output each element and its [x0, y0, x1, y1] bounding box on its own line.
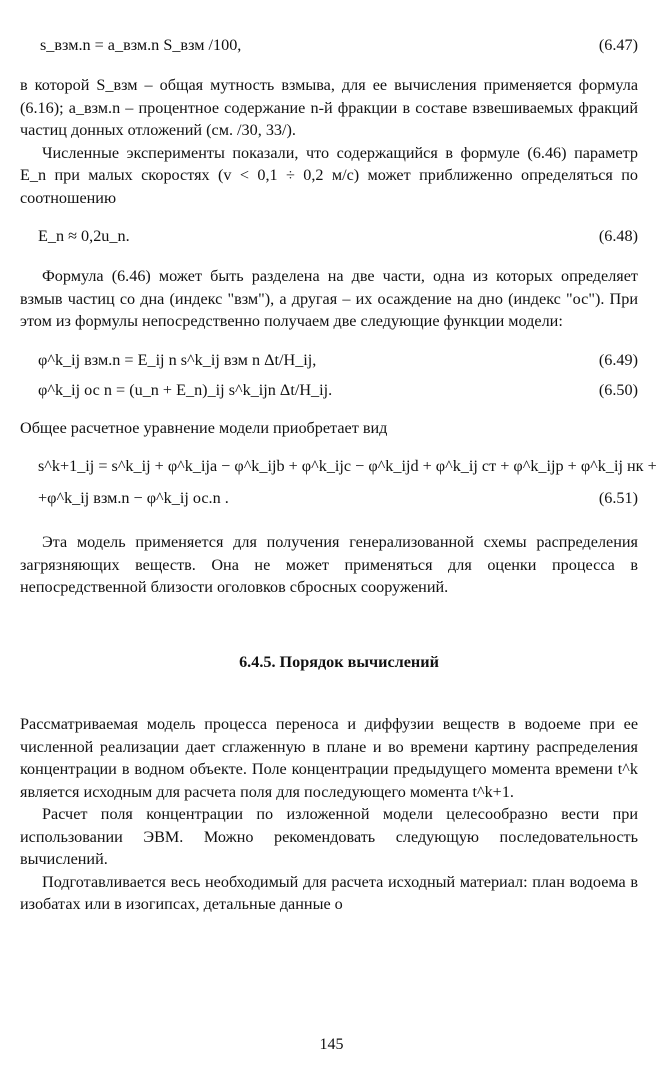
equation-number: (6.48) — [598, 227, 638, 245]
equation-formula: φ^k_ij взм.n = E_ij n s^k_ij взм n Δt/H_ij, — [38, 350, 317, 369]
equation-formula: s_взм.n = a_взм.n S_взм /100, — [40, 36, 242, 54]
equation-formula: E_n ≈ 0,2u_n. — [38, 227, 130, 245]
equation-6-47 — [20, 30, 638, 62]
page-number: 145 — [319, 1036, 344, 1053]
paragraph: Подготавливается весь необходимый для расчета исходный материал: план водоема в изобатах или в изогипсах, детальные данные о — [20, 872, 638, 913]
paragraph: Численные эксперименты показали, что содержащийся в формуле (6.46) параметр E_n при малых скоростях (v < 0,1 ÷ 0,2 м/с) может приближенно определяться по соотношению — [20, 143, 638, 207]
paragraph: Общее расчетное уравнение модели приобретает вид — [20, 418, 388, 437]
equation-formula: s^k+1_ij = s^k_ij + φ^k_ija − φ^k_ijb + φ^k_ijc − φ^k_ijd + φ^k_ij ст + φ^k_ijp + φ^k_ij нк + — [38, 457, 657, 475]
page-body — [20, 30, 657, 916]
equation-formula: φ^k_ij ос n = (u_n + E_n)_ij s^k_ijn Δt/H_ij. — [38, 380, 333, 399]
equation-number: (6.50) — [598, 380, 638, 399]
paragraph: в которой S_взм – общая мутность взмыва, для ее вычисления применяется формула (6.16); a_взм.n – процентное содержание n-й фракции в составе взвешиваемых фракций частиц донных отложений (см. /30, 33/). — [20, 76, 638, 139]
paragraph: Эта модель применяется для получения генерализованной схемы распределения загрязняющих веществ. Она не может применяться для оценки процесса в непосредственной близости оголовков сбросных сооружений. — [20, 533, 638, 596]
equation-6-51-line-2 — [20, 483, 638, 515]
equation-number: (6.49) — [598, 350, 638, 369]
equation-number: (6.51) — [598, 489, 638, 507]
equation-6-48 — [20, 221, 638, 253]
paragraph: Расчет поля концентрации по изложенной модели целесообразно вести при использовании ЭВМ. Можно рекомендовать следующую последовательность вычислений. — [20, 805, 638, 868]
section-heading: 6.4.5. Порядок вычислений — [239, 652, 439, 671]
equation-formula: +φ^k_ij взм.n − φ^k_ij ос.n . — [38, 489, 229, 507]
equation-6-51-line-1 — [20, 451, 657, 483]
equation-6-49 — [20, 345, 638, 375]
paragraph: Рассматриваемая модель процесса переноса и диффузии веществ в водоеме при ее численной реализации дает сглаженную в плане и во времени картину распределения концентрации в водном объекте. Поле концентрации предыдущего момента времени t^k является исходным для расчета поля для последующего момента t^k+1. — [20, 715, 638, 801]
equation-6-50 — [20, 375, 638, 405]
paragraph: Формула (6.46) может быть разделена на две части, одна из которых определяет взмыв частиц со дна (индекс "взм"), а другая – их осаждение на дно (индекс "ос"). При этом из формулы непосредственно получаем две следующие функции модели: — [20, 267, 638, 330]
equation-number: (6.47) — [598, 36, 638, 54]
